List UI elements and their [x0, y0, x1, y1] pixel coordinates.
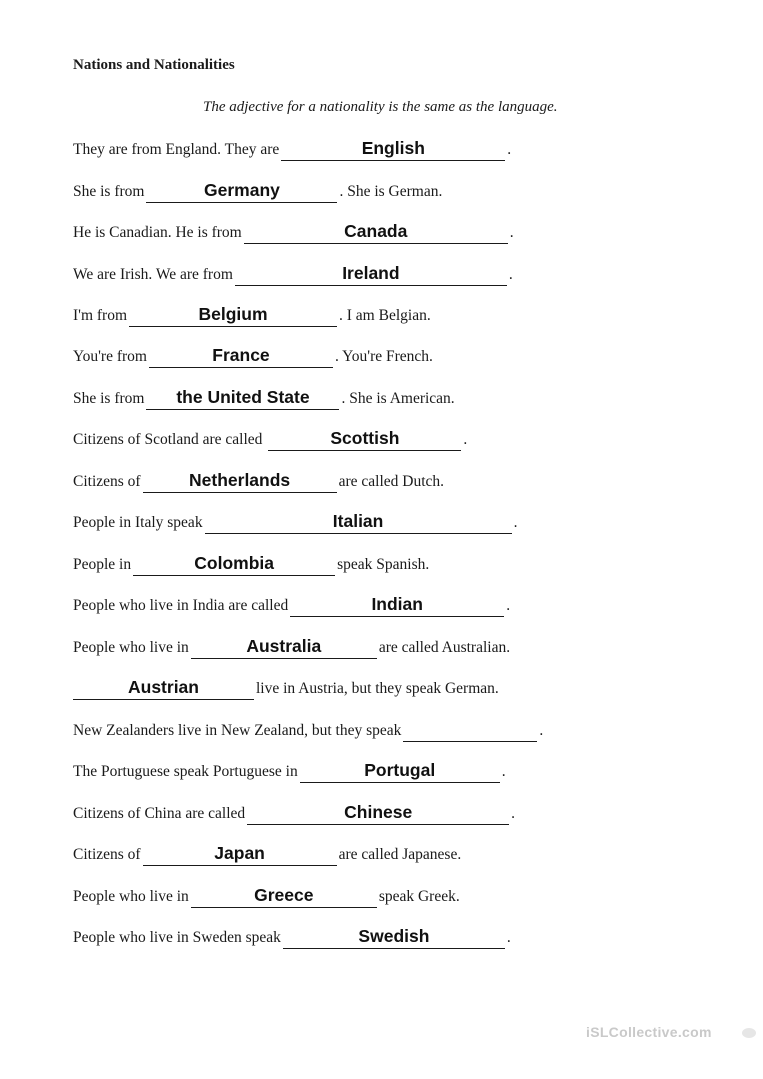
watermark: iSLCollective.com: [586, 1024, 712, 1040]
answer-blank[interactable]: [403, 724, 537, 742]
exercise-row: [73, 346, 433, 368]
row-text-after: .: [463, 431, 468, 448]
answer-text: Japan: [214, 843, 265, 863]
row-text-after: .: [507, 141, 512, 158]
row-text-after: .: [501, 763, 506, 780]
row-text-before: Citizens of: [73, 473, 141, 490]
row-text-before: You're from: [73, 348, 147, 365]
row-text-after: are called Dutch.: [338, 473, 445, 490]
row-text-before: I'm from: [73, 307, 128, 324]
row-text-after: . I am Belgian.: [339, 307, 431, 324]
instruction-text: The adjective for a nationality is the same as the language.: [203, 99, 558, 115]
answer-blank[interactable]: [205, 511, 512, 534]
answer-blank[interactable]: [146, 180, 337, 203]
watermark-logo-icon: [742, 1028, 756, 1038]
row-text-after: .: [506, 929, 511, 946]
exercise-row: [73, 471, 444, 493]
exercise-row: [73, 554, 429, 576]
row-text-before: Citizens of China are called: [73, 805, 246, 822]
exercise-row: [73, 927, 511, 949]
row-text-before: She is from: [73, 183, 145, 200]
answer-text: France: [212, 345, 270, 365]
answer-blank[interactable]: [143, 843, 337, 866]
exercise-row: [73, 720, 543, 742]
answer-blank[interactable]: [191, 885, 377, 908]
exercise-row: [73, 886, 460, 908]
row-text-before: People in: [73, 556, 132, 573]
answer-text: Scottish: [330, 428, 400, 448]
answer-blank[interactable]: [73, 677, 254, 700]
row-text-after: .: [513, 514, 518, 531]
answer-text: Australia: [246, 636, 322, 656]
answer-text: Italian: [332, 511, 384, 531]
row-text-before: Citizens of: [73, 846, 141, 863]
row-text-after: . You're French.: [334, 348, 433, 365]
exercise-row: [73, 388, 455, 410]
row-text-before: The Portuguese speak Portuguese in: [73, 763, 298, 780]
exercise-row: [73, 139, 511, 161]
row-text-after: .: [508, 266, 513, 283]
row-text-before: Citizens of Scotland are called: [73, 431, 263, 448]
answer-text: Canada: [344, 221, 408, 241]
row-text-before: People who live in India are called: [73, 597, 289, 614]
row-text-after: .: [506, 597, 511, 614]
row-text-before: People in Italy speak: [73, 514, 203, 531]
answer-text: English: [361, 138, 425, 158]
row-text-after: .: [509, 224, 514, 241]
exercise-row: [73, 222, 514, 244]
exercise-row: [73, 761, 506, 783]
answer-text: Netherlands: [189, 470, 291, 490]
answer-blank[interactable]: [133, 553, 335, 576]
answer-blank[interactable]: [235, 263, 507, 286]
answer-blank[interactable]: [300, 760, 500, 783]
exercise-row: [73, 803, 515, 825]
answer-text: Belgium: [198, 304, 268, 324]
exercise-row: [73, 305, 431, 327]
worksheet-title: Nations and Nationalities: [73, 57, 235, 73]
answer-text: Colombia: [194, 553, 274, 573]
answer-blank[interactable]: [244, 221, 508, 244]
answer-text: Austrian: [128, 677, 199, 697]
row-text-before: She is from: [73, 390, 145, 407]
answer-text: Germany: [204, 180, 280, 200]
answer-text: Chinese: [344, 802, 413, 822]
answer-text: Portugal: [364, 760, 436, 780]
answer-text: Ireland: [342, 263, 400, 283]
row-text-after: live in Austria, but they speak German.: [256, 680, 499, 697]
answer-blank[interactable]: [149, 345, 333, 368]
answer-text: Greece: [254, 885, 314, 905]
answer-blank[interactable]: [290, 594, 504, 617]
row-text-before: People who live in: [73, 639, 189, 656]
row-text-before: We are Irish. We are from: [73, 266, 233, 283]
exercise-row: [73, 264, 513, 286]
answer-text: the United State: [176, 387, 310, 407]
answer-blank[interactable]: [129, 304, 337, 327]
answer-blank[interactable]: [283, 926, 505, 949]
answer-blank[interactable]: [281, 138, 505, 161]
row-text-before: They are from England. They are: [73, 141, 280, 158]
row-text-after: speak Spanish.: [337, 556, 430, 573]
answer-blank[interactable]: [143, 470, 337, 493]
exercise-row: [73, 181, 442, 203]
row-text-before: People who live in: [73, 888, 189, 905]
exercise-row: [73, 678, 499, 700]
row-text-before: New Zealanders live in New Zealand, but they speak: [73, 722, 402, 739]
row-text-after: . She is German.: [339, 183, 443, 200]
row-text-after: are called Australian.: [378, 639, 511, 656]
row-text-after: speak Greek.: [378, 888, 460, 905]
answer-text: Indian: [371, 594, 423, 614]
answer-text: Swedish: [358, 926, 430, 946]
answer-blank[interactable]: [247, 802, 509, 825]
exercise-row: [73, 512, 517, 534]
answer-blank[interactable]: [191, 636, 377, 659]
row-text-after: . She is American.: [341, 390, 455, 407]
exercise-row: [73, 595, 510, 617]
exercise-row: [73, 844, 461, 866]
answer-blank[interactable]: [268, 428, 461, 451]
exercise-row: [73, 429, 467, 451]
row-text-after: are called Japanese.: [338, 846, 462, 863]
row-text-before: People who live in Sweden speak: [73, 929, 281, 946]
exercise-row: [73, 637, 510, 659]
answer-blank[interactable]: [146, 387, 339, 410]
row-text-after: .: [511, 805, 516, 822]
row-text-before: He is Canadian. He is from: [73, 224, 242, 241]
row-text-after: .: [539, 722, 544, 739]
